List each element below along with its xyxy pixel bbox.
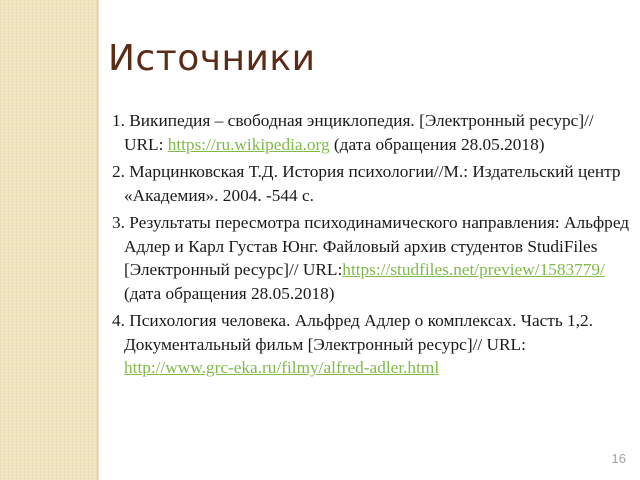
source-link[interactable]: http://www.grc-eka.ru/filmy/alfred-adler.html <box>124 358 440 377</box>
source-link[interactable]: https://studfiles.net/preview/1583779/ <box>342 260 605 279</box>
slide-title: Источники <box>108 38 316 79</box>
source-note: (дата обращения 28.05.2018) <box>329 134 545 154</box>
source-item <box>112 160 632 207</box>
source-link[interactable]: https://ru.wikipedia.org <box>167 134 330 154</box>
sources-list <box>112 109 632 384</box>
source-item <box>112 309 632 380</box>
source-text: 4. Психология человека. Альфред Адлер о комплексах. Часть 1,2. Документальный фильм [Электронный ресурс]// URL: <box>112 311 593 354</box>
source-note: (дата обращения 28.05.2018) <box>124 283 335 303</box>
decorative-band-edge <box>97 0 100 480</box>
source-item <box>112 109 632 156</box>
page-number: 16 <box>611 451 626 466</box>
decorative-left-band <box>0 0 97 480</box>
source-item <box>112 211 632 305</box>
source-text: 2. Марцинковская Т.Д. История психологии//М.: Издательский центр «Академия». 2004. -544 с. <box>112 162 621 205</box>
source-text: 1. Википедия – свободная энциклопедия. [Электронный ресурс]// URL: <box>112 111 594 154</box>
source-text: 3. Результаты пересмотра психодинамического направления: Альфред Адлер и Карл Густав Юнг. Файловый архив студентов StudiFiles [Электронный ресурс]// URL: <box>112 213 630 279</box>
